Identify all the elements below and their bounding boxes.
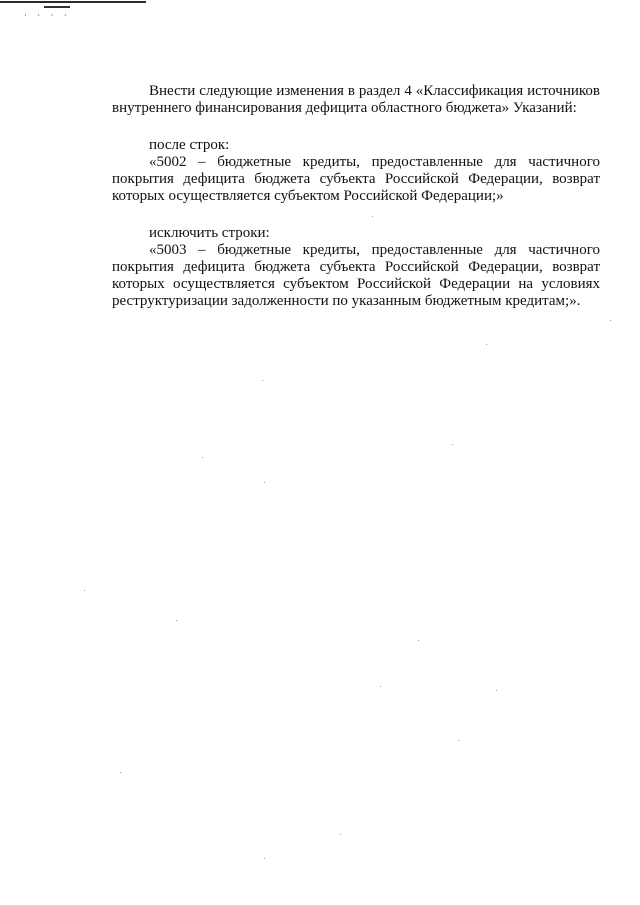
intro-paragraph: Внести следующие изменения в раздел 4 «Классификация источников внутреннего финансирования дефицита областного бюджета» Указаний: [112,83,600,116]
scan-speck [380,686,381,687]
scan-speck [372,216,373,217]
after-rows-label: после строк: [149,137,230,153]
scan-speck [496,690,497,691]
scan-speck [84,590,85,591]
scan-speck [340,834,341,835]
after-rows-text: «5002 – бюджетные кредиты, предоставленные для частичного покрытия дефицита бюджета субъекта Российской Федерации, возврат которых осуществляется субъектом Российской Федерации;» [112,154,600,204]
scan-speck [486,344,487,345]
scan-artifact-dots: · · · · [24,10,71,20]
scan-speck [458,740,459,741]
scan-speck [264,858,265,859]
scan-artifact-line [0,1,146,3]
exclude-rows-text: «5003 – бюджетные кредиты, предоставленные для частичного покрытия дефицита бюджета субъекта Российской Федерации, возврат которых осуществляется субъектом Российской Федерации на условиях реструктуризации задолженности по указанным бюджетным кредитам;». [112,242,600,309]
scan-speck [202,457,203,458]
document-body [112,83,600,310]
exclude-rows-label: исключить строки: [149,225,270,241]
scan-speck [452,444,453,445]
spacer [112,117,600,137]
scan-speck [610,320,611,321]
scan-speck [176,620,177,621]
spacer [112,205,600,225]
scan-speck [120,772,121,773]
scan-artifact-bar [44,6,70,8]
scan-speck [418,640,419,641]
scan-speck [264,482,265,483]
scan-speck [262,380,263,381]
